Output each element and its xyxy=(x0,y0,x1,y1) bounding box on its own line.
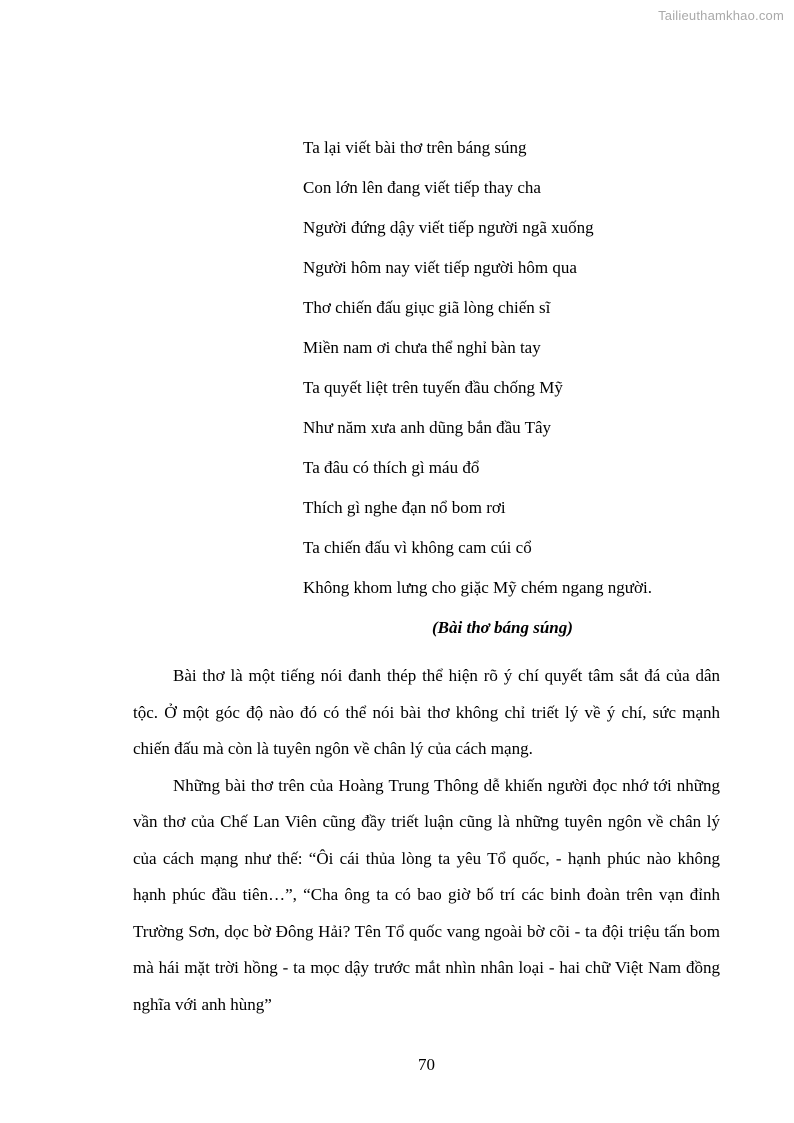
poem-line: Người hôm nay viết tiếp người hôm qua xyxy=(303,258,577,277)
poem-block xyxy=(303,0,720,608)
poem-line: Ta quyết liệt trên tuyến đầu chống Mỹ xyxy=(303,378,563,397)
poem-line: Thích gì nghe đạn nổ bom rơi xyxy=(303,498,506,517)
watermark: Tailieuthamkhao.com xyxy=(658,8,784,23)
page-number: 70 xyxy=(418,1055,435,1074)
paragraph: Những bài thơ trên của Hoàng Trung Thông dễ khiến người đọc nhớ tới những vần thơ của Chế Lan Viên cũng đầy triết luận cũng là những tuyên ngôn về chân lý của cách mạng như thế: “Ôi cái thủa lòng ta yêu Tổ quốc, - hạnh phúc nào không hạnh phúc đầu tiên…”, “Cha ông ta có bao giờ bố trí các binh đoàn trên vạn đỉnh Trường Sơn, dọc bờ Đông Hải? Tên Tổ quốc vang ngoài bờ cõi - ta đội triệu tấn bom mà hái mặt trời hồng - ta mọc dậy trước mắt nhìn nhân loại - hai chữ Việt Nam đồng nghĩa với anh hùng” xyxy=(133,775,720,1014)
poem-line: Ta chiến đấu vì không cam cúi cổ xyxy=(303,538,532,557)
poem-line: Miền nam ơi chưa thể nghỉ bàn tay xyxy=(303,338,541,357)
poem-line: Không khom lưng cho giặc Mỹ chém ngang người. xyxy=(303,578,652,597)
poem-line: Ta đâu có thích gì máu đổ xyxy=(303,458,480,477)
poem-line: Như năm xưa anh dũng bắn đầu Tây xyxy=(303,418,552,437)
poem-line: Ta lại viết bài thơ trên báng súng xyxy=(303,138,527,157)
poem-line: Người đứng dậy viết tiếp người ngã xuống xyxy=(303,218,594,237)
paragraph: Bài thơ là một tiếng nói đanh thép thể hiện rõ ý chí quyết tâm sắt đá của dân tộc. Ở một góc độ nào đó có thể nói bài thơ không chỉ triết lý về ý chí, sức mạnh chiến đấu mà còn là tuyên ngôn về chân lý của cách mạng. xyxy=(133,666,720,758)
poem-line: Con lớn lên đang viết tiếp thay cha xyxy=(303,178,541,197)
poem-line: Thơ chiến đấu giục giã lòng chiến sĩ xyxy=(303,298,551,317)
poem-caption: (Bài thơ báng súng) xyxy=(432,618,573,637)
